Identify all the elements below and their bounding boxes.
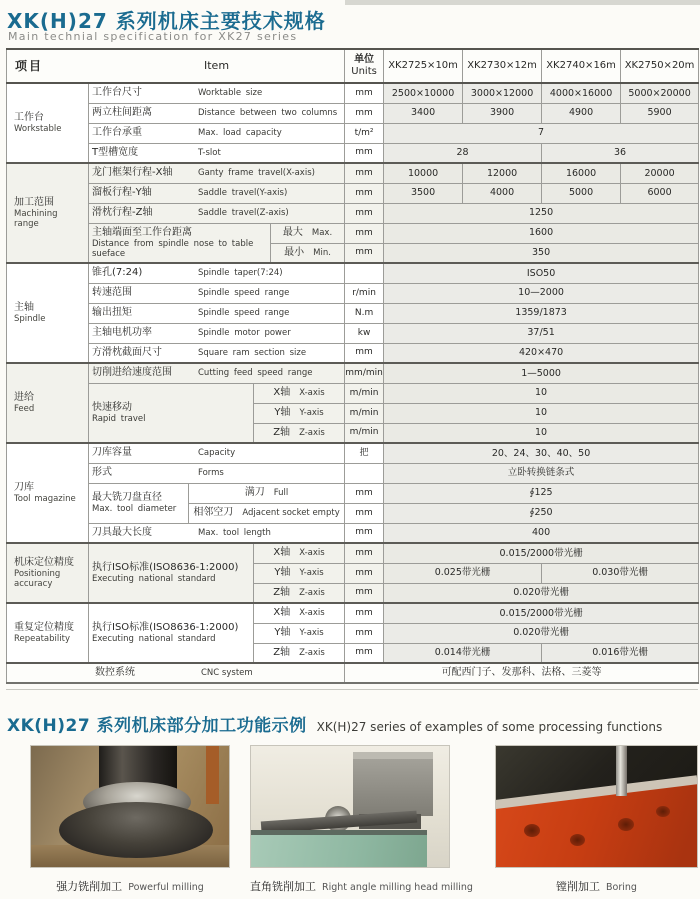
group-cn: 工作台 xyxy=(14,111,44,123)
unit-cell: m/min xyxy=(345,423,384,443)
item-cell xyxy=(89,163,345,183)
bore-hole xyxy=(524,824,540,837)
value-cell: 5900 xyxy=(621,103,699,123)
group-feed xyxy=(7,363,89,443)
sub-en: X-axis xyxy=(299,608,325,619)
spec-row xyxy=(7,103,699,123)
unit-cell xyxy=(345,263,384,283)
item-en: Capacity xyxy=(198,448,236,459)
value-cell: 0.015/2000带光栅 xyxy=(384,543,699,563)
sub-cn: 最大 xyxy=(282,227,303,238)
value-cell: 0.025带光栅 xyxy=(384,563,542,583)
spec-row xyxy=(7,343,699,363)
table-header-row xyxy=(7,49,699,83)
sub-en: Y-axis xyxy=(299,628,324,638)
unit-cell: mm xyxy=(345,543,384,563)
group-repeatability xyxy=(7,603,89,663)
sub-cn: Z轴 xyxy=(273,646,291,658)
item-en: Distance from spindle nose to table sueface xyxy=(92,238,254,259)
item-en: Saddle travel(Y-axis) xyxy=(198,188,288,198)
group-positioning-accuracy xyxy=(7,543,89,603)
item-en: Executing national standard xyxy=(92,633,216,644)
value-cell: 10—2000 xyxy=(384,283,699,303)
item-cn: 最大铣刀盘直径 xyxy=(92,491,162,503)
item-cn: 龙门框架行程-X轴 xyxy=(92,167,173,179)
value-cell: 1600 xyxy=(384,223,699,243)
unit-cell: mm xyxy=(345,163,384,183)
value-cell: 20、24、30、40、50 xyxy=(384,443,699,463)
sub-item-z-axis xyxy=(254,583,345,603)
header-units-en: Units xyxy=(351,66,377,77)
group-en: Tool magazine xyxy=(14,493,76,504)
item-en: Executing national standard xyxy=(92,573,216,584)
value-cell: ISO50 xyxy=(384,263,699,283)
spec-row xyxy=(7,143,699,163)
value-cell: 0.015/2000带光栅 xyxy=(384,603,699,623)
value-cell: 5000 xyxy=(542,183,621,203)
group-tool-magazine xyxy=(7,443,89,543)
sub-cn: Y轴 xyxy=(274,627,291,638)
item-cn: 锥孔(7:24) xyxy=(92,267,143,279)
caption-cn: 强力铣削加工 xyxy=(56,880,123,893)
caption-cn: 镗削加工 xyxy=(556,880,601,893)
value-cell: 1—5000 xyxy=(384,363,699,383)
item-cn: 切削进给速度范围 xyxy=(92,367,172,379)
item-cn: 转速范围 xyxy=(92,287,132,298)
value-cell: 4900 xyxy=(542,103,621,123)
sub-item-z-axis xyxy=(254,643,345,663)
sub-en: X-axis xyxy=(299,388,325,398)
header-units-cn: 单位 xyxy=(354,54,375,65)
sub-item-z-axis xyxy=(254,423,345,443)
sub-cn: X轴 xyxy=(273,387,291,398)
item-cell xyxy=(89,183,345,203)
item-cn: 主轴电机功率 xyxy=(92,327,152,338)
sub-item-y-axis xyxy=(254,623,345,643)
milling-cutter-head xyxy=(59,802,213,858)
section2-title-en: XK(H)27 series of examples of some processing functions xyxy=(316,720,663,734)
sub-en: Full xyxy=(273,488,289,498)
cnc-en: CNC system xyxy=(201,668,253,678)
value-cell: ∮125 xyxy=(384,483,699,503)
unit-cell: mm xyxy=(345,523,384,543)
item-en: Spindle speed range xyxy=(198,288,290,298)
group-spindle xyxy=(7,263,89,363)
sub-en: Max. xyxy=(311,228,333,238)
unit-cell: mm xyxy=(345,343,384,363)
item-cell xyxy=(89,463,345,483)
unit-cell: r/min xyxy=(345,283,384,303)
spec-row xyxy=(7,483,699,503)
item-en: Square ram section size xyxy=(198,347,307,358)
item-cn: 执行ISO标准(ISO8636-1:2000) xyxy=(92,561,239,573)
item-en: T-slot xyxy=(198,147,221,158)
group-cn: 主轴 xyxy=(14,301,34,313)
caption-right-angle-milling xyxy=(250,875,473,894)
item-cn: 方滑枕截面尺寸 xyxy=(92,346,162,358)
page-title-en: Main technial specification for XK27 series xyxy=(8,30,298,43)
item-cell xyxy=(89,523,345,543)
header-item-cn: 项目 xyxy=(15,58,44,73)
value-cell: 10 xyxy=(384,383,699,403)
sub-item-y-axis xyxy=(254,403,345,423)
item-en: Saddle travel(Z-axis) xyxy=(198,208,289,218)
sub-cn: X轴 xyxy=(273,607,291,619)
photo-boring xyxy=(495,745,698,868)
item-cell xyxy=(89,443,345,463)
item-cn: 滑枕行程-Z轴 xyxy=(92,207,153,218)
cnc-item-cell xyxy=(7,663,345,683)
value-cell: 0.020带光栅 xyxy=(384,623,699,643)
value-cell: 1359/1873 xyxy=(384,303,699,323)
item-cell xyxy=(89,123,345,143)
header-model-xk2725: XK2725×10m xyxy=(384,49,463,83)
value-cell: 10 xyxy=(384,403,699,423)
spec-row xyxy=(7,263,699,283)
item-cell xyxy=(89,303,345,323)
sub-en: Z-axis xyxy=(299,587,325,598)
unit-cell: m/min xyxy=(345,383,384,403)
boring-bar xyxy=(616,746,627,796)
item-cell xyxy=(89,283,345,303)
group-cn: 加工范围 xyxy=(14,196,54,208)
item-cell xyxy=(89,363,345,383)
bore-hole xyxy=(618,818,634,831)
unit-cell: mm xyxy=(345,103,384,123)
sub-item-x-axis xyxy=(254,383,345,403)
sub-en: X-axis xyxy=(299,548,325,559)
sub-en: Y-axis xyxy=(299,568,324,578)
value-cell: 7 xyxy=(384,123,699,143)
value-cell: 3900 xyxy=(463,103,542,123)
spec-row xyxy=(7,523,699,543)
value-cell: 420×470 xyxy=(384,343,699,363)
unit-cell: t/m² xyxy=(345,123,384,143)
group-en: Machining range xyxy=(14,208,58,229)
item-cn: 形式 xyxy=(92,467,112,478)
sub-item-x-axis xyxy=(254,543,345,563)
spec-row xyxy=(7,123,699,143)
bore-hole xyxy=(570,834,585,846)
group-en: Positioning accuracy xyxy=(14,568,61,589)
item-en: Max. load capacity xyxy=(198,128,282,138)
unit-cell: mm xyxy=(345,503,384,523)
item-cell xyxy=(89,263,345,283)
spec-row xyxy=(7,323,699,343)
value-cell: 1250 xyxy=(384,203,699,223)
sub-cn: 满刀 xyxy=(244,487,265,498)
caption-powerful-milling xyxy=(30,875,230,894)
sub-cn: Y轴 xyxy=(274,407,291,418)
unit-cell: mm xyxy=(345,563,384,583)
value-cell: 立卧转换链条式 xyxy=(384,463,699,483)
sub-en: Y-axis xyxy=(299,408,324,418)
cnc-system-row xyxy=(7,663,699,683)
unit-cell: mm xyxy=(345,603,384,623)
caption-cn: 直角铣削加工 xyxy=(250,880,316,893)
group-cn: 重复定位精度 xyxy=(14,621,74,633)
group-en: Spindle xyxy=(14,313,46,324)
value-cell: 20000 xyxy=(621,163,699,183)
spec-row xyxy=(7,283,699,303)
item-cn: T型槽宽度 xyxy=(92,146,139,158)
value-cell: 10000 xyxy=(384,163,463,183)
sub-item-x-axis xyxy=(254,603,345,623)
header-units-cell xyxy=(345,49,384,83)
sub-en: Min. xyxy=(313,247,331,258)
item-cell xyxy=(89,223,271,263)
item-cn: 两立柱间距离 xyxy=(92,107,152,118)
value-cell: 12000 xyxy=(463,163,542,183)
sub-en: Adjacent socket empty xyxy=(242,508,340,518)
item-cn: 执行ISO标准(ISO8636-1:2000) xyxy=(92,621,239,633)
item-en: Spindle speed range xyxy=(198,308,290,318)
spec-row xyxy=(7,203,699,223)
page-title-cn: XK(H)27 系列机床主要技术规格 xyxy=(7,9,326,33)
unit-cell: kw xyxy=(345,323,384,343)
right-angle-head xyxy=(353,752,433,816)
spec-table xyxy=(6,48,699,684)
item-cn: 刀库容量 xyxy=(92,447,132,459)
spec-row xyxy=(7,443,699,463)
unit-cell: mm xyxy=(345,203,384,223)
item-en: Spindle taper(7:24) xyxy=(198,268,283,279)
sub-item-max xyxy=(271,223,345,243)
value-cell: 16000 xyxy=(542,163,621,183)
unit-cell: N.m xyxy=(345,303,384,323)
spec-row xyxy=(7,163,699,183)
spec-row xyxy=(7,223,699,243)
spec-row xyxy=(7,363,699,383)
value-cell: ∮250 xyxy=(384,503,699,523)
group-en: Feed xyxy=(14,403,35,414)
group-machining-range xyxy=(7,163,89,263)
item-cell xyxy=(89,343,345,363)
item-en: Max. tool diameter xyxy=(92,503,177,514)
value-cell: 0.014带光栅 xyxy=(384,643,542,663)
item-cell xyxy=(89,483,189,523)
sub-cn: 最小 xyxy=(284,246,305,258)
item-en: Distance between two columns xyxy=(198,108,338,118)
item-cell xyxy=(89,143,345,163)
value-cell: 6000 xyxy=(621,183,699,203)
section2-header xyxy=(7,711,662,736)
item-cell xyxy=(89,383,254,443)
spec-row xyxy=(7,303,699,323)
value-cell: 350 xyxy=(384,243,699,263)
group-cn: 进给 xyxy=(14,391,34,403)
photo-accent xyxy=(206,746,219,804)
caption-en: Right angle milling head milling xyxy=(322,882,473,893)
sub-item-adjacent-empty xyxy=(189,503,345,523)
sub-item-y-axis xyxy=(254,563,345,583)
sub-cn: 相邻空刀 xyxy=(193,507,234,518)
value-cell: 0.020带光栅 xyxy=(384,583,699,603)
group-en: Repeatability xyxy=(14,633,70,644)
spec-row xyxy=(7,83,699,103)
value-cell: 37/51 xyxy=(384,323,699,343)
item-cn: 刀具最大长度 xyxy=(92,526,152,538)
item-cell xyxy=(89,83,345,103)
machine-bed xyxy=(250,830,427,868)
item-cn: 溜板行程-Y轴 xyxy=(92,187,152,198)
value-cell: 5000×20000 xyxy=(621,83,699,103)
item-cn: 输出扭矩 xyxy=(92,307,132,318)
item-en: Cutting feed speed range xyxy=(198,368,313,379)
bore-hole xyxy=(656,806,670,817)
unit-cell: mm xyxy=(345,223,384,243)
unit-cell: m/min xyxy=(345,403,384,423)
item-en: Worktable size xyxy=(198,88,263,99)
unit-cell: 把 xyxy=(345,443,384,463)
value-cell: 3500 xyxy=(384,183,463,203)
spec-row xyxy=(7,183,699,203)
spec-row xyxy=(7,603,699,623)
unit-cell: mm xyxy=(345,183,384,203)
unit-cell: mm/min xyxy=(345,363,384,383)
header-model-xk2730: XK2730×12m xyxy=(463,49,542,83)
item-en: Spindle motor power xyxy=(198,328,291,338)
caption-en: Powerful milling xyxy=(128,882,204,893)
header-item-cell xyxy=(7,49,345,83)
unit-cell: mm xyxy=(345,143,384,163)
section2-title-cn: XK(H)27 系列机床部分加工功能示例 xyxy=(7,716,307,736)
unit-cell: mm xyxy=(345,83,384,103)
sub-cn: Y轴 xyxy=(274,567,291,578)
value-cell: 36 xyxy=(542,143,699,163)
unit-cell: mm xyxy=(345,243,384,263)
spec-row xyxy=(7,383,699,403)
unit-cell: mm xyxy=(345,643,384,663)
item-cn: 工作台尺寸 xyxy=(92,87,142,99)
item-cell xyxy=(89,103,345,123)
item-cn: 主轴端面至工作台距离 xyxy=(92,226,192,238)
sub-cn: X轴 xyxy=(273,547,291,559)
unit-cell: mm xyxy=(345,623,384,643)
sub-en: Z-axis xyxy=(299,647,325,658)
item-cell xyxy=(89,203,345,223)
value-cell: 2500×10000 xyxy=(384,83,463,103)
item-cn: 快速移动 xyxy=(92,401,132,413)
value-cell: 10 xyxy=(384,423,699,443)
item-cell xyxy=(89,323,345,343)
value-cell: 400 xyxy=(384,523,699,543)
header-model-xk2750: XK2750×20m xyxy=(621,49,699,83)
caption-en: Boring xyxy=(606,882,637,893)
header-item-en: Item xyxy=(204,59,230,73)
value-cell: 28 xyxy=(384,143,542,163)
unit-cell: mm xyxy=(345,483,384,503)
bottom-rule xyxy=(6,689,698,690)
sub-cn: Z轴 xyxy=(273,586,291,598)
unit-cell xyxy=(345,463,384,483)
item-en: Forms xyxy=(198,468,224,478)
unit-cell: mm xyxy=(345,583,384,603)
sub-item-full xyxy=(189,483,345,503)
value-cell: 0.016带光栅 xyxy=(542,643,699,663)
group-cn: 机床定位精度 xyxy=(14,556,74,568)
group-workstable xyxy=(7,83,89,163)
cnc-value-cell: 可配西门子、发那科、法格、三菱等 xyxy=(345,663,699,683)
item-cell xyxy=(89,603,254,663)
value-cell: 4000×16000 xyxy=(542,83,621,103)
cnc-cn: 数控系统 xyxy=(95,667,135,678)
value-cell: 4000 xyxy=(463,183,542,203)
group-cn: 刀库 xyxy=(14,481,34,493)
header-model-xk2740: XK2740×16m xyxy=(542,49,621,83)
group-en: Workstable xyxy=(14,123,62,134)
sub-item-min xyxy=(271,243,345,263)
value-cell: 0.030带光栅 xyxy=(542,563,699,583)
photo-powerful-milling xyxy=(30,745,230,868)
item-en: Max. tool length xyxy=(198,527,271,538)
sub-cn: Z轴 xyxy=(273,426,291,438)
caption-boring xyxy=(495,875,698,894)
value-cell: 3400 xyxy=(384,103,463,123)
item-en: Ganty frame travel(X-axis) xyxy=(198,168,315,179)
spec-row xyxy=(7,463,699,483)
photo-right-angle-milling xyxy=(250,745,450,868)
scan-edge-band xyxy=(345,0,700,5)
item-en: Rapid travel xyxy=(92,413,146,424)
sub-en: Z-axis xyxy=(299,427,325,438)
spec-row xyxy=(7,543,699,563)
value-cell: 3000×12000 xyxy=(463,83,542,103)
item-cn: 工作台承重 xyxy=(92,127,142,138)
item-cell xyxy=(89,543,254,603)
